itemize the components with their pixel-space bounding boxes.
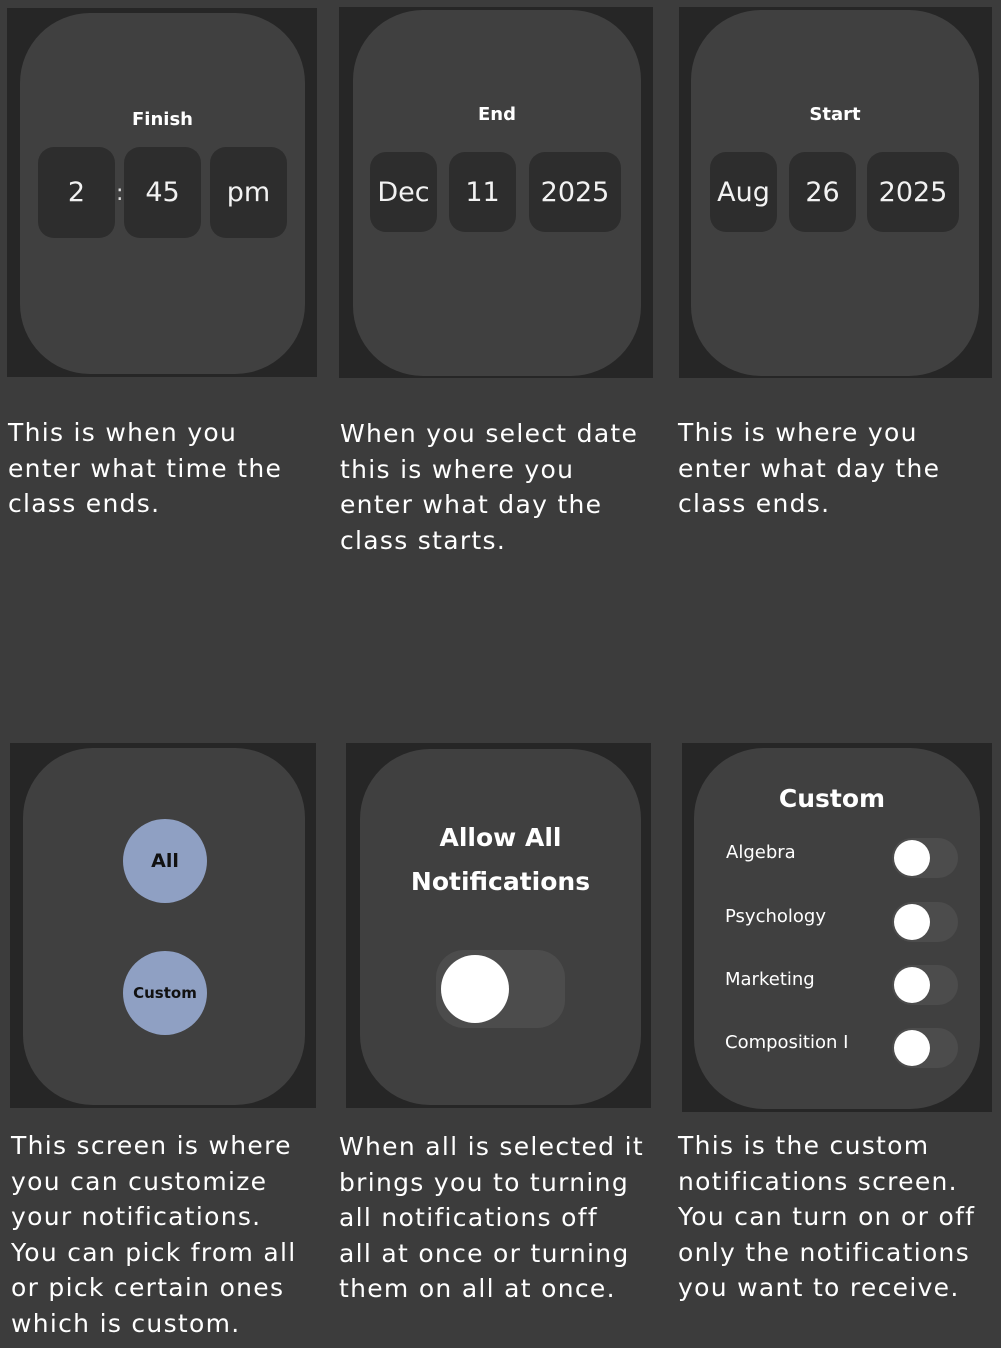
finish-watch-face [20,13,305,374]
algebra-toggle[interactable] [892,838,958,878]
caption-line: You can pick from all [11,1237,297,1267]
finish-title: Finish [132,109,193,130]
choice-caption [11,1128,297,1341]
allow-all-toggle[interactable] [436,950,565,1028]
caption-line: You can turn on or off [678,1202,976,1231]
caption-line: class ends. [8,489,161,518]
meridiem-picker[interactable]: pm [210,147,287,238]
start-caption [678,415,940,522]
marketing-toggle-knob [894,967,930,1003]
end-caption [340,416,638,558]
algebra-toggle-knob [894,840,930,876]
caption-line: them on all at once. [339,1274,616,1303]
composition-toggle[interactable] [892,1028,958,1068]
caption-line: or pick certain ones [11,1273,285,1302]
psychology-toggle[interactable] [892,902,958,942]
start-month-picker[interactable]: Aug [710,152,777,232]
caption-line: this is where you [340,454,575,484]
caption-line: you can customize [11,1166,268,1196]
custom-item-label-algebra: Algebra [726,842,796,863]
finish-caption [8,415,282,522]
psychology-toggle-knob [894,904,930,940]
end-year-picker[interactable]: 2025 [529,152,621,232]
hour-picker[interactable]: 2 [38,147,115,238]
allow-all-watch-face [360,749,641,1105]
start-title: Start [809,104,861,125]
caption-line: class starts. [340,525,507,555]
start-year-picker[interactable]: 2025 [867,152,959,232]
allow-all-caption [339,1129,644,1307]
caption-line: which is custom. [11,1308,241,1338]
end-month-picker[interactable]: Dec [370,152,437,232]
caption-line: When you select date [340,419,639,448]
custom-watch-face [694,748,980,1109]
caption-line: brings you to turning [339,1167,629,1197]
caption-line: you want to receive. [678,1273,960,1302]
start-screen-frame [679,7,992,378]
allow-all-screen-frame [346,743,651,1108]
custom-title: Custom [778,784,886,813]
minute-picker[interactable]: 45 [124,147,201,238]
all-button[interactable]: All [123,819,207,903]
custom-caption [678,1128,975,1306]
caption-line: This is the custom [678,1131,930,1160]
caption-line: enter what day the [678,453,941,483]
choice-screen-frame [10,743,316,1108]
end-screen-frame [339,7,653,378]
end-title: End [478,104,516,125]
caption-line: enter what time the [8,453,283,483]
allow-all-title-line1: Allow All [439,823,562,852]
custom-screen-frame [682,743,992,1112]
start-day-picker[interactable]: 26 [789,152,856,232]
composition-toggle-knob [894,1030,930,1066]
caption-line: This is when you [8,418,238,447]
caption-line: This screen is where [11,1131,292,1160]
custom-item-label-composition: Composition I [725,1032,849,1053]
start-watch-face [691,10,979,376]
caption-line: notifications screen. [678,1166,958,1196]
caption-line: only the notifications [678,1237,971,1267]
end-watch-face [353,10,641,376]
caption-line: all at once or turning [339,1238,630,1268]
finish-screen-frame [7,8,317,377]
end-day-picker[interactable]: 11 [449,152,516,232]
caption-line: class ends. [678,489,831,518]
caption-line: enter what day the [340,490,603,519]
allow-all-toggle-knob [441,955,509,1023]
caption-line: When all is selected it [339,1132,644,1161]
time-separator: : [116,181,124,206]
custom-item-label-psychology: Psychology [725,906,826,927]
custom-item-label-marketing: Marketing [725,969,815,990]
allow-all-title-line2: Notifications [410,867,591,896]
custom-button[interactable]: Custom [123,951,207,1035]
choice-watch-face [23,748,305,1105]
caption-line: your notifications. [11,1202,262,1231]
caption-line: all notifications off [339,1203,598,1232]
caption-line: This is where you [678,418,918,447]
marketing-toggle[interactable] [892,965,958,1005]
